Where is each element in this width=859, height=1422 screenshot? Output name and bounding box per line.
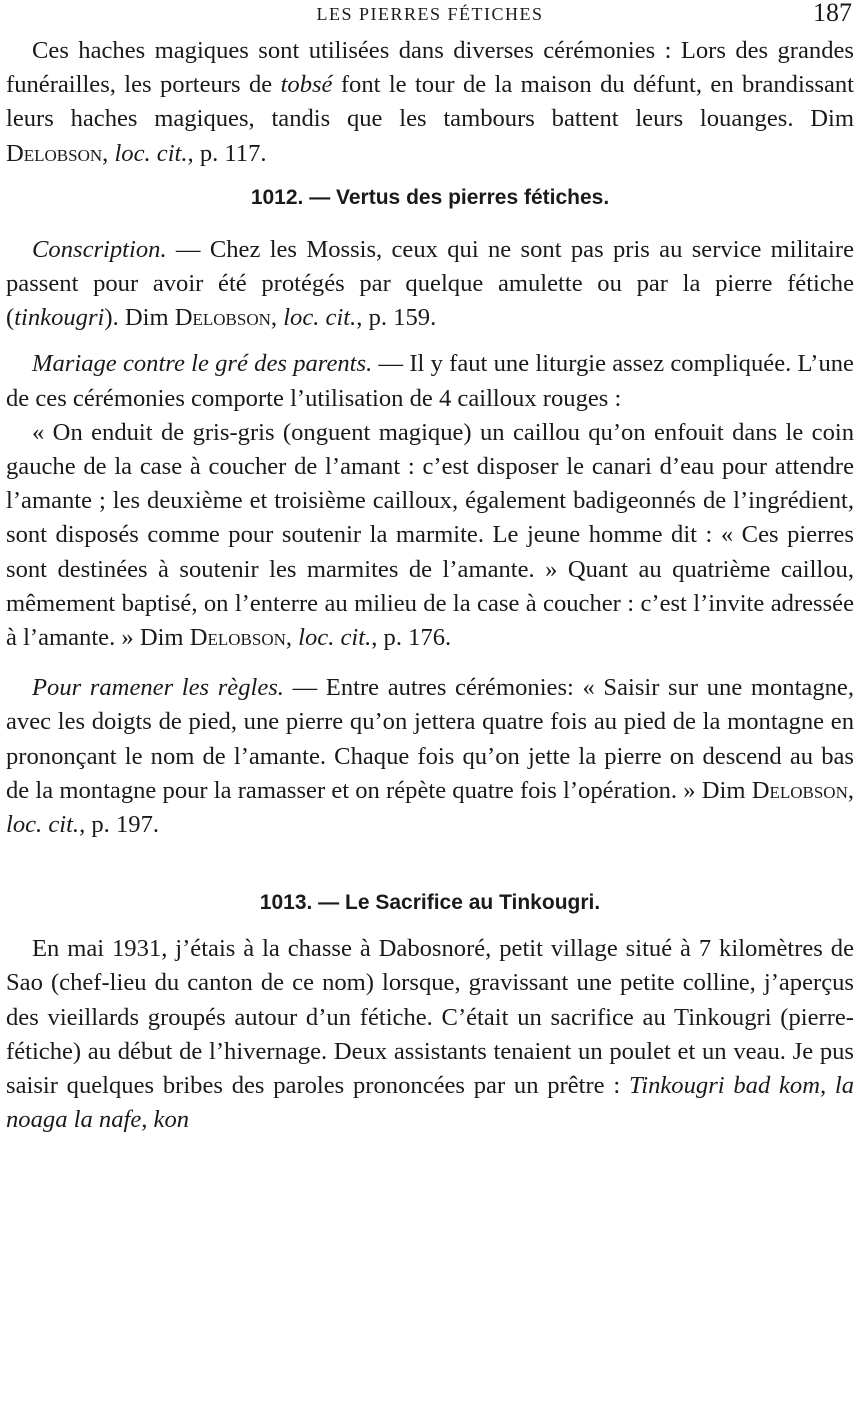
citation-loc-cit: loc. cit. bbox=[6, 811, 80, 839]
term-tinkougri: tinkougri bbox=[14, 304, 105, 332]
quote-tinkougri-prayer: Tinkougri bad kom, la noaga la nafe, kon bbox=[6, 1072, 854, 1134]
author-name: Delobson bbox=[6, 139, 103, 167]
section-heading-1013: 1013. — Le Sacrifice au Tinkougri. bbox=[259, 891, 601, 915]
document-page bbox=[6, 0, 854, 1137]
paragraph-regles: Pour ramener les règles. — Entre autres cérémonies: « Saisir sur une montagne, avec les doigts de pied, une pierre qu’on jettera quatre fois au pied de la montagne en prononçant le nom de l’amante. Chaque fois qu’on jette la pierre on descend au bas de la montagne pour la ramasser et on répète quatre fois l’opération. » Dim Delobson, loc. cit., p. 197. bbox=[6, 674, 854, 839]
section-heading-1012: 1012. — Vertus des pierres fétiches. bbox=[250, 185, 610, 209]
subheading-mariage: Mariage contre le gré des parents. bbox=[32, 350, 373, 378]
term-tobse: tobsé bbox=[280, 71, 333, 99]
author-name: Delobson bbox=[189, 624, 286, 652]
paragraph-conscription: Conscription. — Chez les Mossis, ceux qui ne sont pas pris au service militaire passent pour avoir été protégés par quelque amulette ou par la pierre fétiche (tinkougri). Dim Delobson, loc. cit., p. 159. bbox=[6, 235, 854, 332]
paragraph-mariage: Mariage contre le gré des parents. — Il y faut une liturgie assez compliquée. L’une de ces cérémonies comporte l’utilisation de 4 cailloux rouges : bbox=[6, 350, 854, 412]
citation-loc-cit: loc. cit. bbox=[298, 624, 372, 652]
page-header bbox=[6, 0, 854, 34]
author-name: Delobson bbox=[174, 304, 271, 332]
author-name: Delobson bbox=[751, 776, 848, 804]
paragraph-haches-magiques: Ces haches magiques sont utilisées dans diverses cérémonies : Lors des grandes funérailles, les porteurs de tobsé font le tour de la maison du défunt, en brandissant leurs haches magiques, tandis que les tambours battent leurs louanges. Dim Delobson, loc. cit., p. 117. bbox=[6, 37, 855, 167]
running-head: LES PIERRES FÉTICHES bbox=[316, 4, 544, 24]
citation-loc-cit: loc. cit. bbox=[283, 304, 357, 332]
paragraph-quotation-cailloux: « On enduit de gris-gris (onguent magique) un caillou qu’on enfouit dans le coin gauche de la case à coucher de l’amant : c’est disposer le canari d’eau pour attendre l’amante ; les deuxième et troisième cailloux, également badigeonnés de l’ingrédient, sont disposés comme pour soutenir la marmite. Le jeune homme dit : « Ces pierres sont destinées à soutenir les marmites de l’amante. » Quant au quatrième caillou, mêmement baptisé, on l’enterre au milieu de la case à coucher : c’est l’invite adressée à l’amante. » Dim Delobson, loc. cit., p. 176. bbox=[6, 418, 854, 652]
page-number: 187 bbox=[813, 0, 852, 27]
subheading-conscription: Conscription. bbox=[32, 235, 167, 263]
paragraph-sacrifice: En mai 1931, j’étais à la chasse à Dabosnoré, petit village situé à 7 kilomètres de Sao (chef-lieu du canton de ce nom) lorsque, gravissant une petite colline, j’aperçus des vieillards groupés autour d’un fétiche. C’était un sacrifice au Tinkougri (pierre-fétiche) au début de l’hivernage. Deux assistants tenaient un poulet et un veau. Je pus saisir quelques bribes des paroles prononcées par un prêtre : Tinkougri bad kom, la noaga la nafe, kon bbox=[6, 935, 854, 1134]
citation-loc-cit: loc. cit. bbox=[114, 139, 188, 167]
subheading-regles: Pour ramener les règles. bbox=[32, 674, 284, 702]
